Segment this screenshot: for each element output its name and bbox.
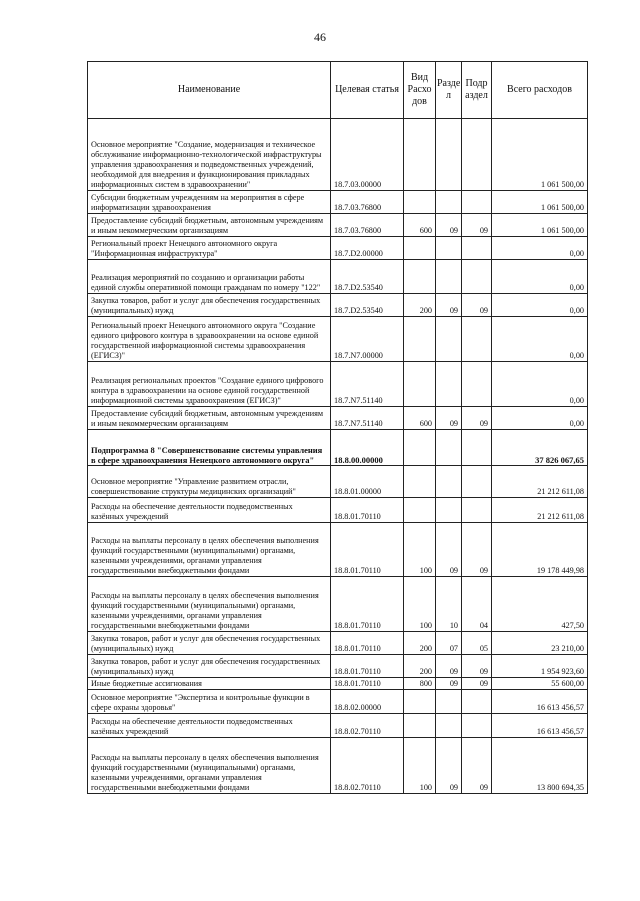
row-name-cell: Расходы на выплаты персоналу в целях обеспечения выполнения функций государственными (муниципальными) органами, казенными учреждениями, органами управления государственными внебюджетными фондами <box>88 577 331 632</box>
target-article-cell: 18.7.N7.00000 <box>331 317 404 362</box>
total-amount-cell: 23 210,00 <box>492 632 588 655</box>
header-subsection: Подр аздел <box>462 62 492 119</box>
section-cell <box>436 237 462 260</box>
expense-type-cell: 600 <box>404 214 436 237</box>
table-body <box>88 119 588 794</box>
subsection-cell <box>462 191 492 214</box>
expense-type-cell: 200 <box>404 632 436 655</box>
row-name-cell: Закупка товаров, работ и услуг для обеспечения государственных (муниципальных) нужд <box>88 294 331 317</box>
subsection-cell <box>462 498 492 523</box>
total-amount-cell: 0,00 <box>492 237 588 260</box>
expense-type-cell: 600 <box>404 407 436 430</box>
table-row <box>88 714 588 738</box>
row-name-cell: Предоставление субсидий бюджетным, автономным учреждениям и иным некоммерческим организациям <box>88 407 331 430</box>
target-article-cell: 18.7.D2.00000 <box>331 237 404 260</box>
expense-type-cell: 200 <box>404 655 436 678</box>
table-row <box>88 317 588 362</box>
table-row <box>88 466 588 498</box>
subsection-cell: 09 <box>462 294 492 317</box>
expense-type-cell <box>404 191 436 214</box>
total-amount-cell: 1 061 500,00 <box>492 191 588 214</box>
table-row <box>88 119 588 191</box>
expense-type-cell <box>404 237 436 260</box>
total-amount-cell: 0,00 <box>492 317 588 362</box>
expense-type-cell: 100 <box>404 577 436 632</box>
section-cell <box>436 119 462 191</box>
expense-type-cell <box>404 714 436 738</box>
target-article-cell: 18.7.N7.51140 <box>331 362 404 407</box>
total-amount-cell: 0,00 <box>492 362 588 407</box>
subsection-cell <box>462 260 492 294</box>
table-row <box>88 407 588 430</box>
total-amount-cell: 1 061 500,00 <box>492 214 588 237</box>
subsection-cell: 04 <box>462 577 492 632</box>
table-row <box>88 632 588 655</box>
section-cell <box>436 714 462 738</box>
table-row <box>88 294 588 317</box>
target-article-cell: 18.8.01.70110 <box>331 498 404 523</box>
row-name-cell: Иные бюджетные ассигнования <box>88 678 331 690</box>
total-amount-cell: 37 826 067,65 <box>492 430 588 466</box>
target-article-cell: 18.7.N7.51140 <box>331 407 404 430</box>
target-article-cell: 18.7.03.76800 <box>331 191 404 214</box>
expense-type-cell: 200 <box>404 294 436 317</box>
header-section: Разде л <box>436 62 462 119</box>
target-article-cell: 18.8.02.00000 <box>331 690 404 714</box>
total-amount-cell: 13 800 694,35 <box>492 738 588 794</box>
target-article-cell: 18.8.01.70110 <box>331 632 404 655</box>
row-name-cell: Реализация мероприятий по созданию и организации работы единой службы оперативной помощи гражданам по номеру "122" <box>88 260 331 294</box>
total-amount-cell: 427,50 <box>492 577 588 632</box>
subsection-cell <box>462 430 492 466</box>
row-name-cell: Расходы на обеспечение деятельности подведомственных казённых учреждений <box>88 498 331 523</box>
section-cell: 09 <box>436 678 462 690</box>
target-article-cell: 18.7.D2.53540 <box>331 294 404 317</box>
table-row <box>88 498 588 523</box>
section-cell <box>436 191 462 214</box>
section-cell <box>436 260 462 294</box>
section-cell <box>436 466 462 498</box>
row-name-cell: Расходы на обеспечение деятельности подведомственных казённых учреждений <box>88 714 331 738</box>
row-name-cell: Региональный проект Ненецкого автономного округа "Информационная инфраструктура" <box>88 237 331 260</box>
total-amount-cell: 16 613 456,57 <box>492 714 588 738</box>
total-amount-cell: 21 212 611,08 <box>492 498 588 523</box>
subsection-cell <box>462 714 492 738</box>
section-cell <box>436 317 462 362</box>
subsection-cell: 09 <box>462 655 492 678</box>
page-number: 46 <box>314 30 326 44</box>
section-cell: 09 <box>436 407 462 430</box>
total-amount-cell: 0,00 <box>492 294 588 317</box>
row-name-cell: Подпрограмма 8 "Совершенствование системы управления в сфере здравоохранения Ненецкого автономного округа" <box>88 430 331 466</box>
total-amount-cell: 19 178 449,98 <box>492 523 588 577</box>
table-row <box>88 430 588 466</box>
target-article-cell: 18.8.01.70110 <box>331 678 404 690</box>
target-article-cell: 18.7.03.76800 <box>331 214 404 237</box>
expense-type-cell: 100 <box>404 523 436 577</box>
row-name-cell: Расходы на выплаты персоналу в целях обеспечения выполнения функций государственными (муниципальными) органами, казенными учреждениями, органами управления государственными внебюджетными фондами <box>88 738 331 794</box>
subsection-cell: 09 <box>462 523 492 577</box>
header-expense-type: Вид Расхо дов <box>404 62 436 119</box>
table-row <box>88 214 588 237</box>
table-row <box>88 191 588 214</box>
section-cell <box>436 690 462 714</box>
section-cell: 09 <box>436 738 462 794</box>
section-cell: 09 <box>436 294 462 317</box>
target-article-cell: 18.8.00.00000 <box>331 430 404 466</box>
target-article-cell: 18.8.02.70110 <box>331 714 404 738</box>
table-row <box>88 362 588 407</box>
section-cell <box>436 430 462 466</box>
header-total-expenses: Всего расходов <box>492 62 588 119</box>
subsection-cell: 05 <box>462 632 492 655</box>
target-article-cell: 18.8.02.70110 <box>331 738 404 794</box>
subsection-cell <box>462 362 492 407</box>
expense-type-cell <box>404 119 436 191</box>
total-amount-cell: 0,00 <box>492 407 588 430</box>
expense-type-cell: 800 <box>404 678 436 690</box>
total-amount-cell: 55 600,00 <box>492 678 588 690</box>
total-amount-cell: 21 212 611,08 <box>492 466 588 498</box>
table-row <box>88 577 588 632</box>
target-article-cell: 18.7.03.00000 <box>331 119 404 191</box>
header-target-article: Целевая статья <box>331 62 404 119</box>
subsection-cell <box>462 466 492 498</box>
row-name-cell: Закупка товаров, работ и услуг для обеспечения государственных (муниципальных) нужд <box>88 655 331 678</box>
target-article-cell: 18.7.D2.53540 <box>331 260 404 294</box>
table-row <box>88 655 588 678</box>
section-cell: 09 <box>436 655 462 678</box>
section-cell <box>436 362 462 407</box>
target-article-cell: 18.8.01.70110 <box>331 655 404 678</box>
subsection-cell <box>462 119 492 191</box>
subsection-cell <box>462 317 492 362</box>
table-row <box>88 738 588 794</box>
subsection-cell <box>462 690 492 714</box>
total-amount-cell: 1 061 500,00 <box>492 119 588 191</box>
section-cell <box>436 498 462 523</box>
row-name-cell: Основное мероприятие "Экспертиза и контрольные функции в сфере охраны здоровья" <box>88 690 331 714</box>
expense-type-cell <box>404 362 436 407</box>
subsection-cell: 09 <box>462 678 492 690</box>
subsection-cell: 09 <box>462 214 492 237</box>
expense-type-cell <box>404 690 436 714</box>
subsection-cell <box>462 237 492 260</box>
target-article-cell: 18.8.01.00000 <box>331 466 404 498</box>
table-row <box>88 523 588 577</box>
row-name-cell: Субсидии бюджетным учреждениям на мероприятия в сфере информатизации здравоохранения <box>88 191 331 214</box>
expense-type-cell <box>404 430 436 466</box>
table-row <box>88 678 588 690</box>
budget-table <box>87 61 588 794</box>
table-row <box>88 260 588 294</box>
section-cell: 09 <box>436 214 462 237</box>
row-name-cell: Основное мероприятие "Создание, модернизация и техническое обслуживание информационно-технологической инфраструктуры управления здравоохранения и подведомственных учреждений, необходимой для внедрения и функционирования прикладных информационных систем в здравоохранении" <box>88 119 331 191</box>
table-row <box>88 237 588 260</box>
section-cell: 07 <box>436 632 462 655</box>
expense-type-cell: 100 <box>404 738 436 794</box>
total-amount-cell: 0,00 <box>492 260 588 294</box>
expense-type-cell <box>404 498 436 523</box>
row-name-cell: Основное мероприятие "Управление развитием отрасли, совершенствование структуры медицинских организаций" <box>88 466 331 498</box>
row-name-cell: Расходы на выплаты персоналу в целях обеспечения выполнения функций государственными (муниципальными) органами, казенными учреждениями, органами управления государственными внебюджетными фондами <box>88 523 331 577</box>
table-header-row <box>88 62 588 119</box>
row-name-cell: Региональный проект Ненецкого автономного округа "Создание единого цифрового контура в здравоохранении на основе единой государственной информационной системы здравоохранения (ЕГИСЗ)" <box>88 317 331 362</box>
target-article-cell: 18.8.01.70110 <box>331 523 404 577</box>
subsection-cell: 09 <box>462 738 492 794</box>
total-amount-cell: 1 954 923,60 <box>492 655 588 678</box>
row-name-cell: Закупка товаров, работ и услуг для обеспечения государственных (муниципальных) нужд <box>88 632 331 655</box>
target-article-cell: 18.8.01.70110 <box>331 577 404 632</box>
expense-type-cell <box>404 260 436 294</box>
expense-type-cell <box>404 317 436 362</box>
total-amount-cell: 16 613 456,57 <box>492 690 588 714</box>
table-row <box>88 690 588 714</box>
expense-type-cell <box>404 466 436 498</box>
section-cell: 10 <box>436 577 462 632</box>
row-name-cell: Предоставление субсидий бюджетным, автономным учреждениям и иным некоммерческим организациям <box>88 214 331 237</box>
subsection-cell: 09 <box>462 407 492 430</box>
section-cell: 09 <box>436 523 462 577</box>
header-name: Наименование <box>88 62 331 119</box>
row-name-cell: Реализация региональных проектов "Создание единого цифрового контура в здравоохранении на основе единой государственной информационной системы здравоохранения (ЕГИСЗ)" <box>88 362 331 407</box>
